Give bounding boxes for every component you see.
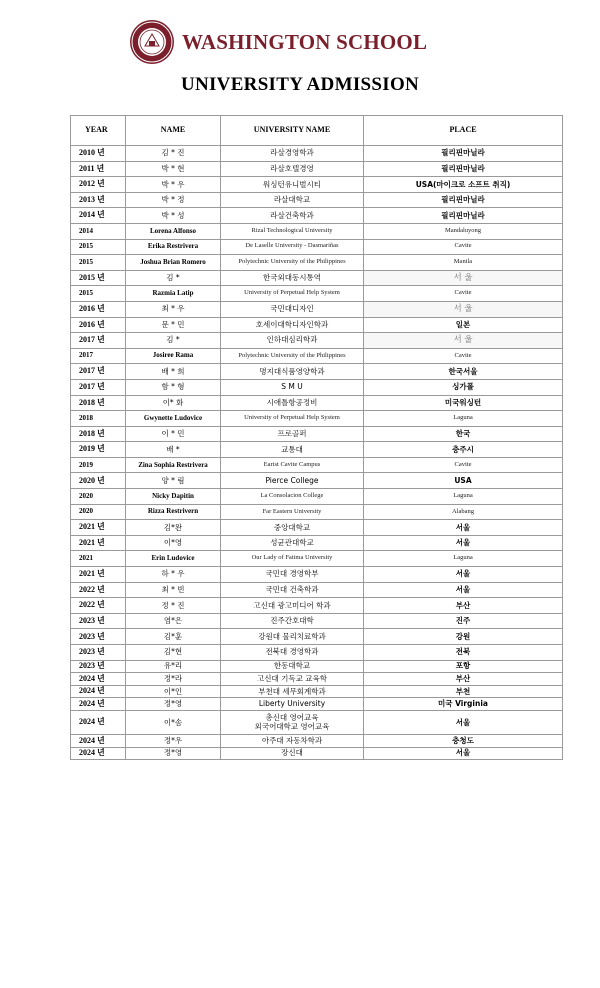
cell-name: 유*리 [126, 660, 221, 673]
cell-university: 총신대 영어교육 외국어대학교 영어교육 [221, 710, 364, 734]
cell-place: Laguna [364, 489, 563, 505]
cell-university: 프로골퍼 [221, 426, 364, 442]
cell-year: 2018 [71, 411, 126, 427]
table-row [71, 177, 563, 193]
cell-place: 필리핀마닐라 [364, 192, 563, 208]
cell-place: 서울 [364, 582, 563, 598]
cell-university: 명지대식품영양학과 [221, 364, 364, 380]
cell-university: 교통대 [221, 442, 364, 458]
table-row [71, 146, 563, 162]
cell-year: 2011 년 [71, 161, 126, 177]
cell-university: 강원대 물리치료학과 [221, 629, 364, 645]
cell-year: 2014 [71, 223, 126, 239]
cell-year: 2017 [71, 348, 126, 364]
table-row [71, 551, 563, 567]
cell-place: 미국 Virginia [364, 698, 563, 711]
cell-year: 2015 [71, 255, 126, 271]
table-row [71, 379, 563, 395]
cell-place: Laguna [364, 551, 563, 567]
cell-name: Josiree Rama [126, 348, 221, 364]
cell-university: 아주대 자동차학과 [221, 734, 364, 747]
cell-university: Far Eastern University [221, 504, 364, 520]
cell-place: 서울 [364, 567, 563, 583]
cell-year: 2022 년 [71, 598, 126, 614]
cell-place: 서울 [364, 710, 563, 734]
cell-name: 정*라 [126, 673, 221, 686]
table-row [71, 333, 563, 349]
cell-name: 김 * [126, 270, 221, 286]
table-row [71, 504, 563, 520]
cell-place: 진주 [364, 613, 563, 629]
cell-university: Earist Cavite Campus [221, 457, 364, 473]
cell-name: Gwynette Ludovice [126, 411, 221, 427]
cell-name: 정*우 [126, 734, 221, 747]
cell-place: Cavite [364, 286, 563, 302]
table-row [71, 613, 563, 629]
cell-university: 시애틀항공정비 [221, 395, 364, 411]
school-header [130, 18, 427, 66]
cell-university: 라살대학교 [221, 192, 364, 208]
cell-year: 2018 년 [71, 426, 126, 442]
cell-name: 배 * [126, 442, 221, 458]
column-header-place: PLACE [364, 116, 563, 146]
cell-year: 2021 년 [71, 567, 126, 583]
cell-year: 2024 년 [71, 734, 126, 747]
cell-year: 2014 년 [71, 208, 126, 224]
cell-name: 박 * 우 [126, 177, 221, 193]
cell-name: 김 * [126, 333, 221, 349]
table-row [71, 161, 563, 177]
table-row [71, 411, 563, 427]
cell-university: Pierce College [221, 473, 364, 489]
table-row [71, 535, 563, 551]
table-row [71, 685, 563, 698]
cell-place: Alabang [364, 504, 563, 520]
table-row [71, 598, 563, 614]
cell-name: Zina Sophia Restrivera [126, 457, 221, 473]
table-row [71, 747, 563, 760]
cell-place: USA [364, 473, 563, 489]
cell-year: 2015 [71, 239, 126, 255]
cell-name: 함 * 형 [126, 379, 221, 395]
cell-year: 2022 년 [71, 582, 126, 598]
cell-name: 염*은 [126, 613, 221, 629]
cell-university: University of Perpetual Help System [221, 286, 364, 302]
cell-year: 2017 년 [71, 379, 126, 395]
cell-year: 2015 [71, 286, 126, 302]
cell-place: USA(마이크로 소프트 취직) [364, 177, 563, 193]
table-row [71, 457, 563, 473]
cell-university: 한동대학교 [221, 660, 364, 673]
cell-university: 장신대 [221, 747, 364, 760]
cell-place: 충청도 [364, 734, 563, 747]
cell-year: 2012 년 [71, 177, 126, 193]
cell-university: 워싱턴유니벌시티 [221, 177, 364, 193]
cell-year: 2021 [71, 551, 126, 567]
cell-university: 진주간호대학 [221, 613, 364, 629]
cell-place: 서울 [364, 520, 563, 536]
cell-place: 필리핀마닐라 [364, 161, 563, 177]
table-row [71, 286, 563, 302]
cell-place: 서울 [364, 535, 563, 551]
cell-name: 이*인 [126, 685, 221, 698]
cell-place: 부산 [364, 673, 563, 686]
cell-name: 하 * 우 [126, 567, 221, 583]
cell-year: 2021 년 [71, 535, 126, 551]
cell-year: 2015 년 [71, 270, 126, 286]
cell-place: 강원 [364, 629, 563, 645]
table-row [71, 348, 563, 364]
cell-university: 라살건축학과 [221, 208, 364, 224]
cell-university: 호세이대학디자인학과 [221, 317, 364, 333]
cell-place: 한국서울 [364, 364, 563, 380]
cell-name: 정*영 [126, 698, 221, 711]
column-header-year: YEAR [71, 116, 126, 146]
table-row [71, 473, 563, 489]
cell-year: 2024 년 [71, 710, 126, 734]
cell-name: 박 * 성 [126, 208, 221, 224]
cell-name: 박 * 현 [126, 161, 221, 177]
cell-name: Erin Ludovice [126, 551, 221, 567]
cell-year: 2019 년 [71, 442, 126, 458]
cell-place: 싱가폴 [364, 379, 563, 395]
cell-place: 서 울 [364, 270, 563, 286]
cell-university: Our Lady of Fatima University [221, 551, 364, 567]
cell-place: 서 울 [364, 301, 563, 317]
cell-name: Erika Restrivera [126, 239, 221, 255]
cell-place: 한국 [364, 426, 563, 442]
cell-year: 2023 년 [71, 629, 126, 645]
cell-place: Laguna [364, 411, 563, 427]
cell-name: 이*영 [126, 535, 221, 551]
cell-year: 2017 년 [71, 333, 126, 349]
table-row [71, 395, 563, 411]
cell-year: 2016 년 [71, 317, 126, 333]
cell-year: 2019 [71, 457, 126, 473]
table-body [71, 146, 563, 760]
cell-name: 김*훈 [126, 629, 221, 645]
table-row [71, 489, 563, 505]
table-row [71, 364, 563, 380]
cell-university: Polytechnic University of the Philippines [221, 255, 364, 271]
table-row [71, 710, 563, 734]
table-row [71, 301, 563, 317]
cell-place: 서울 [364, 747, 563, 760]
cell-place: 일본 [364, 317, 563, 333]
cell-place: 미국워싱턴 [364, 395, 563, 411]
cell-university: Liberty University [221, 698, 364, 711]
cell-place: Manila [364, 255, 563, 271]
cell-name: 김*완 [126, 520, 221, 536]
cell-year: 2020 [71, 504, 126, 520]
cell-year: 2024 년 [71, 685, 126, 698]
cell-name: 김 * 진 [126, 146, 221, 162]
table-row [71, 255, 563, 271]
cell-year: 2021 년 [71, 520, 126, 536]
table-row [71, 629, 563, 645]
table-row [71, 734, 563, 747]
cell-university: La Consolacion College [221, 489, 364, 505]
table-row [71, 239, 563, 255]
cell-name: 최 * 빈 [126, 582, 221, 598]
cell-university: 고신대 광고미디어 학과 [221, 598, 364, 614]
cell-university: 인하대심리학과 [221, 333, 364, 349]
cell-name: 이*솜 [126, 710, 221, 734]
cell-year: 2023 년 [71, 645, 126, 661]
cell-university: Polytechnic University of the Philippines [221, 348, 364, 364]
cell-name: Nicky Dapitin [126, 489, 221, 505]
table-row [71, 223, 563, 239]
cell-year: 2018 년 [71, 395, 126, 411]
cell-university: 성균관대학교 [221, 535, 364, 551]
column-header-university: UNIVERSITY NAME [221, 116, 364, 146]
cell-year: 2024 년 [71, 747, 126, 760]
cell-university: 국민대 건축학과 [221, 582, 364, 598]
cell-university: 라살경영학과 [221, 146, 364, 162]
admission-table [70, 115, 563, 760]
cell-university: 국민대 경영학부 [221, 567, 364, 583]
cell-place: 충주시 [364, 442, 563, 458]
cell-name: Lorena Alfonso [126, 223, 221, 239]
cell-university: 중앙대학교 [221, 520, 364, 536]
page-title: UNIVERSITY ADMISSION [180, 74, 420, 95]
cell-year: 2023 년 [71, 613, 126, 629]
cell-university: University of Perpetual Help System [221, 411, 364, 427]
cell-university: 한국외대동시통역 [221, 270, 364, 286]
cell-year: 2024 년 [71, 698, 126, 711]
table-header-row [71, 116, 563, 146]
cell-name: 배 * 희 [126, 364, 221, 380]
cell-name: 김*현 [126, 645, 221, 661]
cell-place: 포항 [364, 660, 563, 673]
table-row [71, 698, 563, 711]
cell-place: 필리핀마닐라 [364, 208, 563, 224]
table-row [71, 645, 563, 661]
table-row [71, 660, 563, 673]
cell-name: 양 * 림 [126, 473, 221, 489]
cell-name: Razmia Latip [126, 286, 221, 302]
cell-name: 정*영 [126, 747, 221, 760]
table-row [71, 317, 563, 333]
table-row [71, 582, 563, 598]
cell-place: Cavite [364, 457, 563, 473]
table-row [71, 442, 563, 458]
cell-year: 2020 년 [71, 473, 126, 489]
cell-place: Mandaluyong [364, 223, 563, 239]
cell-year: 2013 년 [71, 192, 126, 208]
cell-university: 부천대 세무회계학과 [221, 685, 364, 698]
cell-place: 필리핀마닐라 [364, 146, 563, 162]
cell-place: 전북 [364, 645, 563, 661]
cell-university: 라살호텔경영 [221, 161, 364, 177]
cell-year: 2010 년 [71, 146, 126, 162]
table-row [71, 426, 563, 442]
table-row [71, 208, 563, 224]
column-header-name: NAME [126, 116, 221, 146]
cell-place: 서 울 [364, 333, 563, 349]
cell-place: 부천 [364, 685, 563, 698]
cell-university: Rizal Technological University [221, 223, 364, 239]
cell-university: 고신대 기독교 교육학 [221, 673, 364, 686]
cell-year: 2023 년 [71, 660, 126, 673]
cell-university: 전북대 경영학과 [221, 645, 364, 661]
cell-year: 2024 년 [71, 673, 126, 686]
table-row [71, 520, 563, 536]
cell-place: Cavite [364, 348, 563, 364]
cell-name: Joshua Brian Romero [126, 255, 221, 271]
cell-year: 2017 년 [71, 364, 126, 380]
cell-name: 박 * 정 [126, 192, 221, 208]
cell-name: 이 * 민 [126, 426, 221, 442]
school-name: WASHINGTON SCHOOL [182, 29, 428, 54]
cell-year: 2016 년 [71, 301, 126, 317]
cell-name: 최 * 우 [126, 301, 221, 317]
table-row [71, 192, 563, 208]
table-row [71, 567, 563, 583]
cell-year: 2020 [71, 489, 126, 505]
cell-university: S M U [221, 379, 364, 395]
table-row [71, 673, 563, 686]
cell-name: 이* 화 [126, 395, 221, 411]
cell-university: De Laselle University - Dasmariñas [221, 239, 364, 255]
cell-place: 부산 [364, 598, 563, 614]
cell-name: Rizza Restrivern [126, 504, 221, 520]
cell-place: Cavite [364, 239, 563, 255]
table-row [71, 270, 563, 286]
cell-name: 정 * 진 [126, 598, 221, 614]
cell-name: 문 * 민 [126, 317, 221, 333]
cell-university: 국민대디자인 [221, 301, 364, 317]
school-seal-icon [130, 20, 174, 64]
